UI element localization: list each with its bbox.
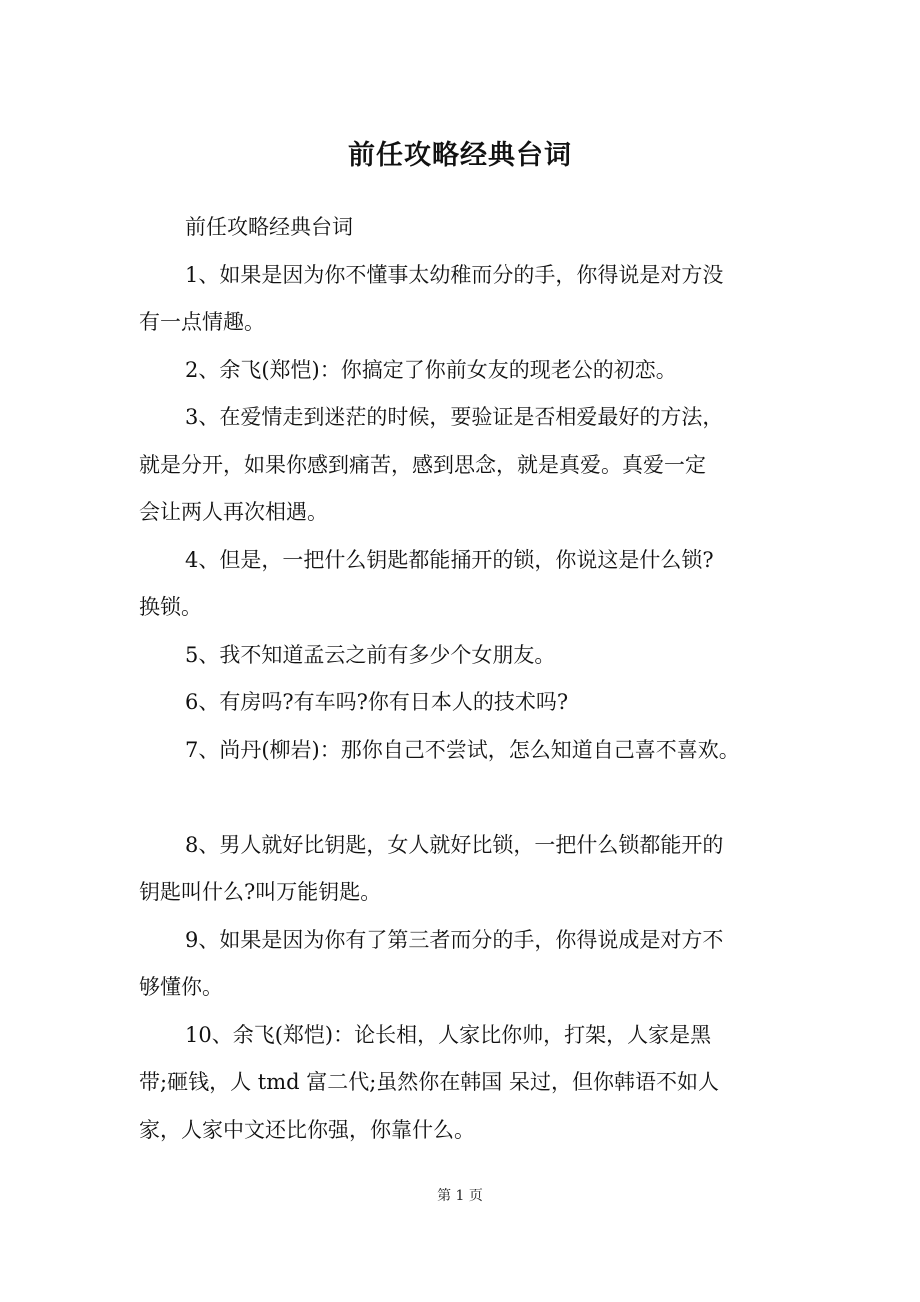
text-line: 10、余飞(郑恺)：论长相，人家比你帅，打架，人家是黑 <box>185 1022 712 1047</box>
text-line: 4、但是，一把什么钥匙都能捅开的锁，你说这是什么锁? <box>185 547 714 572</box>
text-line: 6、有房吗?有车吗?你有日本人的技术吗? <box>185 690 569 714</box>
text-line: 就是分开，如果你感到痛苦，感到思念，就是真爱。真爱一定 <box>139 452 706 477</box>
paragraph-heading <box>139 204 791 252</box>
page-title: 前任攻略经典台词 <box>348 140 572 171</box>
text-line: 够懂你。 <box>139 975 223 999</box>
text-line: 钥匙叫什么?叫万能钥匙。 <box>139 880 382 904</box>
text-line: 7、尚丹(柳岩)：那你自己不尝试，怎么知道自己喜不喜欢。 <box>185 737 740 762</box>
page-number: 第 1 页 <box>437 1188 483 1204</box>
text-line: 3、在爱情走到迷茫的时候，要验证是否相爱最好的方法， <box>185 405 724 429</box>
paragraph-5 <box>139 632 791 680</box>
text-line: 5、我不知道孟云之前有多少个女朋友。 <box>185 642 556 667</box>
text-line: 前任攻略经典台词 <box>185 215 353 239</box>
paragraph-8 <box>139 822 791 917</box>
paragraph-4 <box>139 537 791 632</box>
paragraph-1 <box>139 252 791 347</box>
document-body <box>139 204 791 1154</box>
text-line: 1、如果是因为你不懂事太幼稚而分的手，你得说是对方没 <box>185 262 724 287</box>
text-line: 8、男人就好比钥匙，女人就好比锁，一把什么锁都能开的 <box>185 832 724 857</box>
text-line: 9、如果是因为你有了第三者而分的手，你得说成是对方不 <box>185 927 724 952</box>
text-line: 有一点情趣。 <box>139 310 265 334</box>
paragraph-7 <box>139 727 791 775</box>
paragraph-10 <box>139 1012 791 1155</box>
text-line: 带;砸钱，人 tmd 富二代;虽然你在韩国 呆过，但你韩语不如人 <box>139 1070 719 1094</box>
text-line: 2、余飞(郑恺)：你搞定了你前女友的现老公的初恋。 <box>185 357 677 382</box>
paragraph-3 <box>139 394 791 537</box>
paragraph-6 <box>139 679 791 727</box>
text-line: 家，人家中文还比你强，你靠什么。 <box>139 1117 475 1142</box>
paragraph-2 <box>139 347 791 395</box>
paragraph-9 <box>139 917 791 1012</box>
text-line: 会让两人再次相遇。 <box>139 500 328 524</box>
text-line: 换锁。 <box>139 595 202 619</box>
paragraph-gap <box>139 774 791 822</box>
